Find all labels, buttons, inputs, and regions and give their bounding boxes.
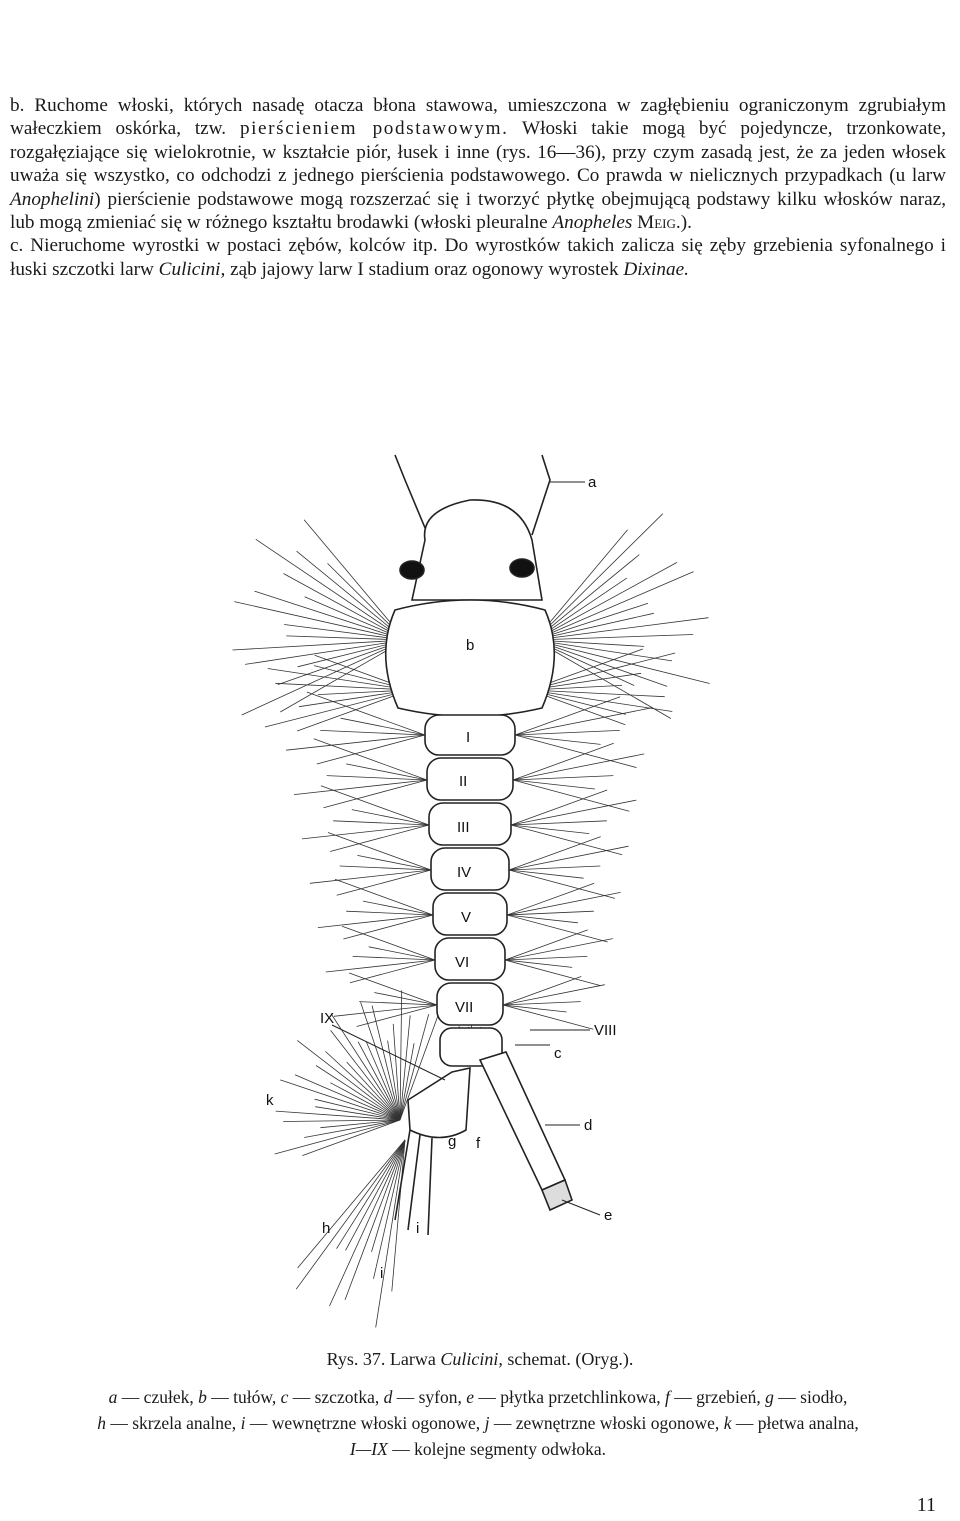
hair-line bbox=[346, 911, 433, 915]
label-seg4: IV bbox=[457, 864, 472, 881]
hair-line bbox=[302, 825, 429, 839]
paragraph-b bbox=[10, 94, 946, 234]
legend-item bbox=[384, 1387, 462, 1407]
abdominal-segment-3 bbox=[429, 803, 511, 845]
hair-line bbox=[286, 735, 425, 750]
label-seg3: III bbox=[457, 819, 470, 836]
caption-suffix: schemat. (Oryg.). bbox=[507, 1349, 634, 1369]
hair-line bbox=[314, 739, 427, 780]
hair-line bbox=[507, 911, 594, 915]
hair-line bbox=[333, 821, 429, 825]
hair-line bbox=[345, 1140, 405, 1300]
hair-line bbox=[357, 1005, 437, 1027]
hair-line bbox=[505, 930, 588, 960]
page-number: 11 bbox=[916, 1494, 936, 1516]
head bbox=[412, 500, 542, 600]
label-seg7: VII bbox=[455, 999, 474, 1016]
label-seg2: II bbox=[459, 773, 468, 790]
hair-line bbox=[515, 735, 637, 768]
legend-key: c bbox=[280, 1387, 289, 1407]
hair-line bbox=[503, 1005, 593, 1029]
paragraph-c-taxon2: Dixinae. bbox=[623, 258, 689, 280]
caption-prefix: Rys. 37. Larwa bbox=[326, 1349, 436, 1369]
hair-line bbox=[234, 602, 405, 640]
legend-item bbox=[109, 1387, 194, 1407]
hair-line bbox=[509, 870, 615, 898]
hair-line bbox=[352, 810, 429, 825]
hair-line bbox=[515, 730, 620, 735]
hair-line bbox=[507, 892, 621, 915]
hair-line bbox=[242, 640, 405, 715]
legend-item bbox=[281, 1387, 380, 1407]
hair-line bbox=[503, 1005, 567, 1012]
label-i-inner: i bbox=[416, 1220, 420, 1237]
legend-item bbox=[198, 1387, 276, 1407]
hair-line bbox=[256, 539, 405, 640]
hair-line bbox=[515, 708, 652, 735]
paragraph-b-taxon2: Anopheles bbox=[552, 212, 633, 234]
label-h: h bbox=[322, 1220, 331, 1237]
hair-line bbox=[320, 730, 425, 735]
legend-item bbox=[466, 1387, 660, 1407]
hair-line bbox=[295, 1075, 400, 1120]
hair-line bbox=[357, 855, 431, 870]
antenna-left bbox=[395, 455, 428, 535]
legend-text: — kolejne segmenty odwłoka. bbox=[387, 1439, 607, 1459]
hair-line bbox=[509, 846, 629, 870]
paragraph-b-rest2: ) pierścienie podstawowe mogą rozszerzać się i tworzyć płytkę obejmującą podstawy kilku włosków naraz, lub mogą zmieniać się w różnego kształtu brodawki (włoski pleuralne bbox=[10, 188, 946, 234]
label-seg6: VI bbox=[455, 954, 470, 971]
caption-taxon: Culicini, bbox=[440, 1349, 503, 1369]
legend-text: — syfon, bbox=[392, 1387, 462, 1407]
hair-line bbox=[511, 821, 607, 825]
hair-line bbox=[316, 1066, 400, 1121]
legend-text: — skrzela analne, bbox=[105, 1413, 237, 1433]
hair-line bbox=[321, 786, 429, 825]
legend-key: d bbox=[383, 1387, 393, 1407]
hair-line bbox=[275, 1120, 400, 1154]
label-b: b bbox=[466, 637, 475, 654]
antenna-right bbox=[532, 455, 550, 535]
label-seg1: I bbox=[466, 729, 471, 746]
legend-text: — czułek, bbox=[117, 1387, 194, 1407]
hair-line bbox=[335, 879, 433, 915]
hair-line bbox=[513, 754, 644, 780]
legend-key: j bbox=[484, 1413, 490, 1433]
hair-line bbox=[513, 780, 629, 811]
eye-left bbox=[400, 561, 424, 579]
hair-line bbox=[330, 1140, 406, 1306]
legend-key: g bbox=[765, 1387, 774, 1407]
legend-item bbox=[485, 1413, 720, 1433]
label-g: g bbox=[448, 1133, 457, 1150]
paragraph-b-rest1: Włoski takie mogą być pojedyncze, trzonkowate, rozgałęziające się wielokrotnie, w kształcie piór, łusek i inne (rys. 16—36), przy czym zasadą jest, że za jeden włosek uważa się wszystko, co odchodzi z jednego pierścienia podstawowego. Co prawda w nielicznych przypadkach (u larw bbox=[10, 118, 947, 187]
hair-line bbox=[340, 866, 431, 870]
hair-line bbox=[505, 956, 587, 960]
hair-line bbox=[233, 640, 406, 650]
hair-line bbox=[505, 960, 601, 986]
hair-line bbox=[513, 780, 595, 789]
legend-item bbox=[765, 1387, 847, 1407]
hair-line bbox=[507, 883, 594, 915]
paragraph-b-term: pierścieniem podstawowym. bbox=[239, 118, 509, 140]
legend-text: — zewnętrzne włoski ogonowe, bbox=[489, 1413, 720, 1433]
label-seg9: IX bbox=[320, 1010, 335, 1027]
hair-line bbox=[342, 926, 435, 960]
hair-line bbox=[400, 990, 402, 1120]
hair-line bbox=[346, 764, 427, 780]
hair-line bbox=[503, 1002, 581, 1005]
label-a: a bbox=[588, 474, 597, 491]
figure-caption bbox=[0, 1348, 960, 1370]
hair-line bbox=[350, 960, 435, 983]
hair-line bbox=[294, 780, 427, 795]
legend-item bbox=[724, 1413, 859, 1433]
paragraph-c-lead: c. Nieruchome wyrostki w postaci zębów, kolców itp. Do wyrostków takich zalicza się zęby grzebienia syfonalnego i łuski szczotki larw bbox=[10, 235, 946, 280]
hair-line bbox=[318, 915, 433, 928]
legend-key: e bbox=[466, 1387, 475, 1407]
hair-line bbox=[369, 947, 435, 960]
legend-item bbox=[350, 1439, 606, 1459]
hair-line bbox=[341, 718, 425, 735]
label-f: f bbox=[476, 1135, 481, 1152]
legend-text: — płytka przetchlinkowa, bbox=[474, 1387, 661, 1407]
hair-line bbox=[535, 640, 710, 684]
leader-e bbox=[562, 1200, 600, 1215]
legend-key: i bbox=[240, 1413, 246, 1433]
label-seg8: VIII bbox=[594, 1022, 617, 1039]
hair-line bbox=[331, 1030, 400, 1120]
hair-line bbox=[349, 973, 437, 1005]
hair-line bbox=[334, 1005, 437, 1016]
legend-item bbox=[241, 1413, 481, 1433]
hair-line bbox=[302, 1120, 400, 1156]
paragraph-c bbox=[10, 234, 946, 281]
legend-text: — grzebień, bbox=[669, 1387, 761, 1407]
hair-line bbox=[297, 1040, 400, 1120]
hair-line bbox=[337, 870, 431, 895]
hair-line bbox=[353, 956, 435, 960]
hair-line bbox=[310, 870, 431, 883]
hair-line bbox=[513, 776, 613, 780]
hair-line bbox=[298, 1140, 405, 1268]
legend-text: — szczotka, bbox=[288, 1387, 380, 1407]
body-text bbox=[10, 94, 946, 281]
hair-line bbox=[513, 743, 614, 780]
paragraph-c-taxon1: Culicini, bbox=[158, 258, 226, 280]
paragraph-b-author: Meig. bbox=[637, 212, 681, 234]
larva-figure bbox=[170, 440, 830, 1360]
hair-line bbox=[509, 837, 601, 870]
hair-line bbox=[503, 977, 581, 1006]
hair-line bbox=[374, 1140, 406, 1279]
hair-line bbox=[509, 870, 584, 878]
hair-line bbox=[515, 735, 601, 744]
label-d: d bbox=[584, 1117, 593, 1134]
hair-line bbox=[535, 562, 677, 640]
legend-key: f bbox=[665, 1387, 670, 1407]
thorax bbox=[386, 600, 555, 717]
legend-item bbox=[665, 1387, 761, 1407]
legend-key: b bbox=[198, 1387, 207, 1407]
label-e: e bbox=[604, 1207, 613, 1224]
anal-segment bbox=[408, 1068, 470, 1138]
hair-line bbox=[505, 960, 572, 967]
legend-item bbox=[97, 1413, 236, 1433]
hair-line bbox=[511, 800, 636, 825]
hair-line bbox=[304, 1120, 400, 1138]
legend-text: — siodło, bbox=[773, 1387, 848, 1407]
hair-line bbox=[245, 640, 405, 664]
hair-line bbox=[509, 866, 600, 870]
hair-line bbox=[511, 790, 607, 825]
hair-line bbox=[327, 776, 427, 780]
paragraph-b-end: ). bbox=[680, 212, 692, 234]
larva-body bbox=[386, 455, 572, 1235]
paragraph-b-lead: b. Ruchome włoski, których nasadę otacza błona stawowa, umieszczona w zagłębieniu ograniczonym zgrubiałym wałeczkiem oskórka, tzw. bbox=[10, 95, 946, 140]
hair-line bbox=[511, 825, 622, 855]
paragraph-b-taxon1: Anophelini bbox=[10, 188, 95, 210]
abdominal-segment-2 bbox=[427, 758, 513, 800]
label-k: k bbox=[266, 1092, 274, 1109]
hair-line bbox=[324, 780, 428, 808]
legend-key: k bbox=[723, 1413, 732, 1433]
legend-key: I—IX bbox=[349, 1439, 388, 1459]
eye-right bbox=[510, 559, 534, 577]
hair-line bbox=[535, 640, 672, 661]
hair-line bbox=[507, 915, 578, 923]
label-seg5: V bbox=[461, 909, 472, 926]
hair-line bbox=[507, 915, 608, 942]
legend-key: h bbox=[97, 1413, 106, 1433]
paragraph-c-mid: ząb jajowy larw I stadium oraz ogonowy wyrostek bbox=[230, 258, 619, 280]
hair-line bbox=[283, 1120, 400, 1122]
hair-line bbox=[363, 901, 433, 915]
hair-line bbox=[326, 960, 435, 972]
hair-line bbox=[535, 514, 663, 640]
siphon bbox=[480, 1052, 565, 1190]
legend-text: — płetwa analna, bbox=[731, 1413, 859, 1433]
hair-line bbox=[359, 1002, 437, 1005]
legend-key: a bbox=[108, 1387, 118, 1407]
hair-line bbox=[343, 915, 433, 939]
hair-line bbox=[376, 1140, 405, 1327]
larva-drawing bbox=[170, 440, 830, 1360]
label-c: c bbox=[554, 1045, 562, 1062]
hair-line bbox=[505, 939, 613, 960]
hair-line bbox=[374, 993, 437, 1006]
hair-line bbox=[503, 985, 605, 1005]
label-i-outer: i bbox=[380, 1265, 384, 1282]
abdominal-segment-6 bbox=[435, 938, 505, 980]
legend-text: — wewnętrzne włoski ogonowe, bbox=[245, 1413, 481, 1433]
hair-line bbox=[511, 825, 589, 834]
figure-legend bbox=[8, 1384, 948, 1462]
legend-text: — tułów, bbox=[206, 1387, 277, 1407]
hair-line bbox=[296, 1140, 405, 1289]
